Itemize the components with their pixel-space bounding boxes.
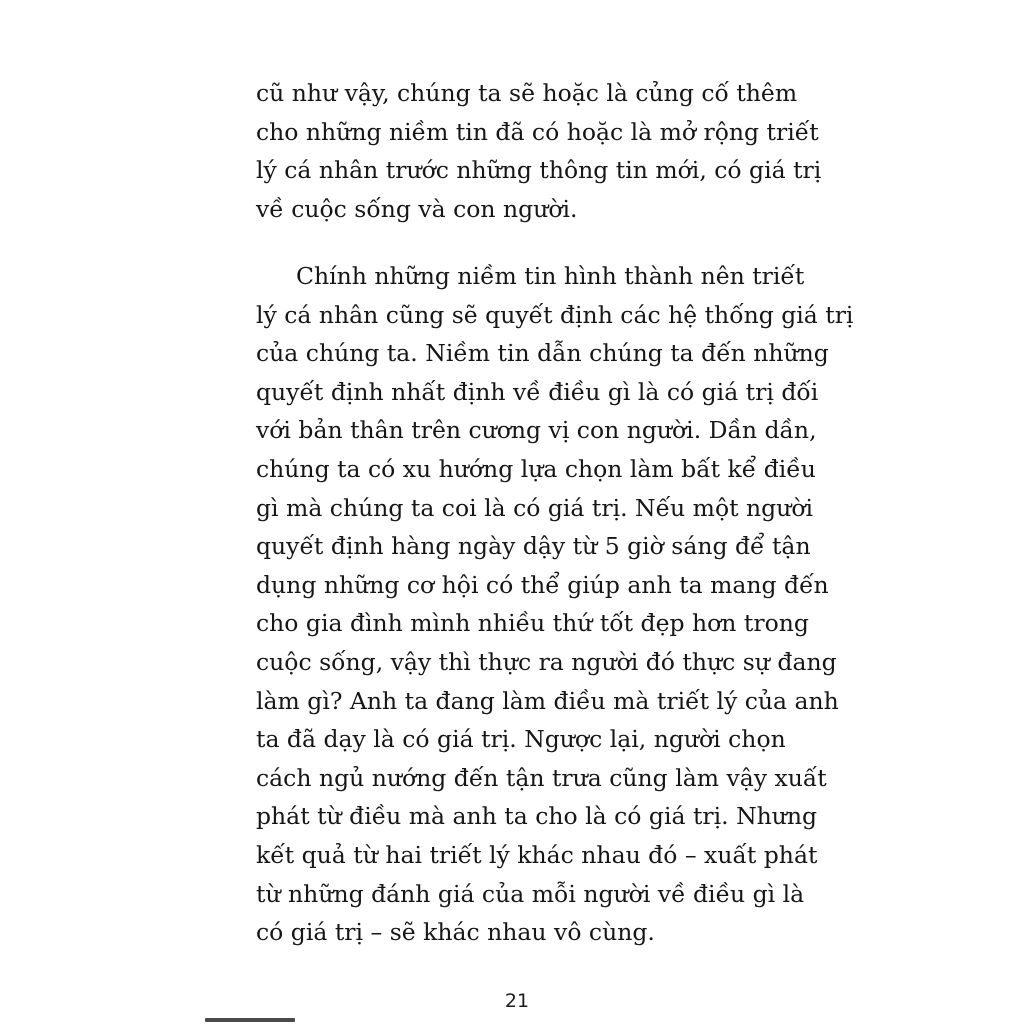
paragraph-2-line: quyết định hàng ngày dậy từ 5 giờ sáng để tận	[256, 532, 811, 561]
scan-edge-mark	[205, 1018, 295, 1022]
paragraph-2-line: dụng những cơ hội có thể giúp anh ta mang đến	[256, 570, 829, 599]
paragraph-2-line: chúng ta có xu hướng lựa chọn làm bất kể điều	[256, 454, 816, 483]
paragraph-2-line: ta đã dạy là có giá trị. Ngược lại, người chọn	[256, 725, 786, 754]
paragraph-2-line: với bản thân trên cương vị con người. Dần dần,	[256, 416, 817, 445]
paragraph-2-line: gì mà chúng ta coi là có giá trị. Nếu một người	[256, 493, 813, 522]
paragraph-2-line: của chúng ta. Niềm tin dẫn chúng ta đến những	[256, 339, 829, 368]
paragraph-2-line: lý cá nhân cũng sẽ quyết định các hệ thống giá trị	[256, 300, 854, 329]
page-number: 21	[504, 990, 530, 1012]
paragraph-2-line: Chính những niềm tin hình thành nên triết	[296, 262, 805, 290]
paragraph-1	[256, 74, 822, 228]
paragraph-1-line: cho những niềm tin đã có hoặc là mở rộng triết	[256, 117, 819, 146]
paragraph-2-line: từ những đánh giá của mỗi người về điều gì là	[256, 879, 805, 908]
paragraph-2-line: kết quả từ hai triết lý khác nhau đó – xuất phát	[256, 840, 818, 869]
paragraph-2-line: cho gia đình mình nhiều thứ tốt đẹp hơn trong	[256, 609, 809, 638]
paragraph-2-line: cuộc sống, vậy thì thực ra người đó thực sự đang	[256, 647, 837, 676]
paragraph-2-line: làm gì? Anh ta đang làm điều mà triết lý của anh	[256, 686, 839, 715]
paragraph-2-line: cách ngủ nướng đến tận trưa cũng làm vậy xuất	[256, 763, 827, 792]
paragraph-2-line: có giá trị – sẽ khác nhau vô cùng.	[256, 918, 655, 947]
paragraph-2	[256, 257, 854, 952]
paragraph-1-line: về cuộc sống và con người.	[256, 194, 578, 223]
paragraph-2-line: quyết định nhất định về điều gì là có giá trị đối	[256, 377, 819, 406]
paragraph-1-line: cũ như vậy, chúng ta sẽ hoặc là củng cố thêm	[256, 79, 798, 107]
paragraph-2-line: phát từ điều mà anh ta cho là có giá trị. Nhưng	[256, 802, 818, 831]
paragraph-1-line: lý cá nhân trước những thông tin mới, có giá trị	[256, 156, 822, 185]
